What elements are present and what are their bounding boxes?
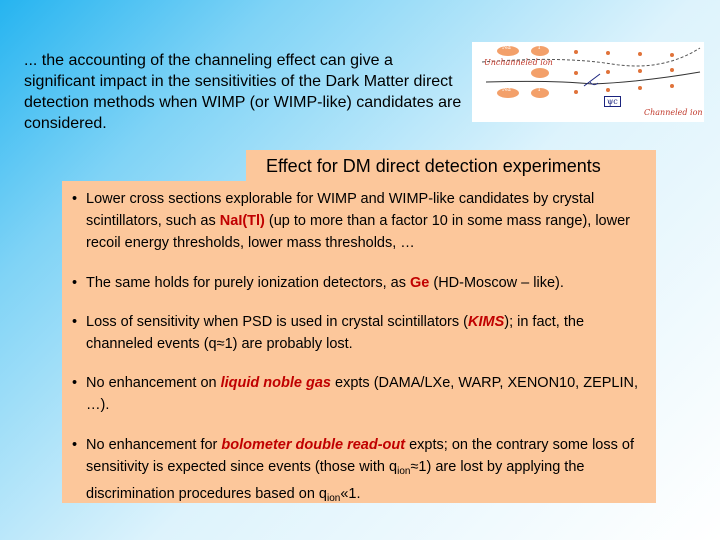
- bullet-text-part: (HD-Moscow – like).: [429, 275, 564, 291]
- bullet-text: [86, 272, 652, 294]
- bullet-text-part: (up to more than a factor 10 in some mass range), lower recoil energy thresholds, lower mass thresholds, …: [86, 213, 630, 251]
- bullet-dot: •: [72, 275, 78, 291]
- highlight-ge: Ge: [410, 275, 430, 291]
- channeling-diagram: [472, 42, 704, 122]
- atom-label-na-top: Na: [502, 44, 511, 51]
- bullet-dot: •: [72, 437, 78, 453]
- highlight-nai: NaI(Tl): [219, 213, 265, 229]
- bullet-text-part: Lower cross sections explorable for WIMP and WIMP-like candidates by crystal scintillators, such as: [86, 191, 595, 229]
- bullet-text-part: No enhancement on: [86, 375, 221, 391]
- bullet-text-part: ≈1) are lost by applying the discrimination procedures based on q: [86, 459, 585, 502]
- bullet-text: [86, 434, 652, 510]
- bullet-dot: •: [72, 314, 78, 330]
- bullet-text-part: ); in fact, the channeled events (q: [86, 314, 585, 352]
- bullet-item-2: [72, 272, 652, 294]
- bullet-text: [86, 372, 652, 416]
- unchanneled-ion-label: Unchanneled ion: [484, 58, 553, 67]
- bullet-text-part: 1) are probably lost.: [224, 336, 353, 352]
- channeled-ion-label: Channeled ion: [644, 108, 703, 117]
- bullet-item-3: [72, 311, 652, 355]
- highlight-bolometer: bolometer double read-out: [221, 437, 406, 453]
- bullet-item-1: [72, 188, 652, 254]
- bullet-text-part: expts; on the contrary some loss of sensitivity is expected since events (those with q: [86, 437, 634, 475]
- subscript-ion: ion: [327, 493, 341, 504]
- highlight-liquid-noble-gas: liquid noble gas: [220, 375, 331, 391]
- bullet-text-part: No enhancement for: [86, 437, 222, 453]
- bullet-item-5: [72, 434, 652, 510]
- approx-symbol: ≈: [216, 336, 225, 352]
- bullet-item-4: [72, 372, 652, 416]
- subscript-ion: ion: [397, 466, 411, 477]
- bullet-dot: •: [72, 375, 78, 391]
- bullet-text-part: Loss of sensitivity when PSD is used in crystal scintillators (: [86, 314, 468, 330]
- bullet-dot: •: [72, 191, 78, 207]
- atom-label-i-top: I: [538, 44, 541, 51]
- section-heading: Effect for DM direct detection experiments: [266, 156, 601, 176]
- highlight-kims: KIMS: [467, 314, 505, 330]
- bullet-text-part: The same holds for purely ionization detectors, as: [86, 275, 410, 291]
- bullet-text: [86, 311, 652, 355]
- intro-paragraph: ... the accounting of the channeling effect can give a significant impact in the sensitivities of the Dark Matter direct detection methods when WIMP (or WIMP-like) candidates are considered.: [24, 52, 462, 132]
- psi-c-label: ψc: [604, 96, 621, 107]
- bullet-text-part: expts (DAMA/LXe, WARP, XENON10, ZEPLIN, …).: [86, 375, 639, 413]
- atom-label-i-bottom: I: [538, 86, 541, 93]
- bullet-text-part: «1.: [340, 486, 361, 502]
- bullet-text: [86, 188, 652, 254]
- atom-label-na-bottom: Na: [502, 86, 511, 93]
